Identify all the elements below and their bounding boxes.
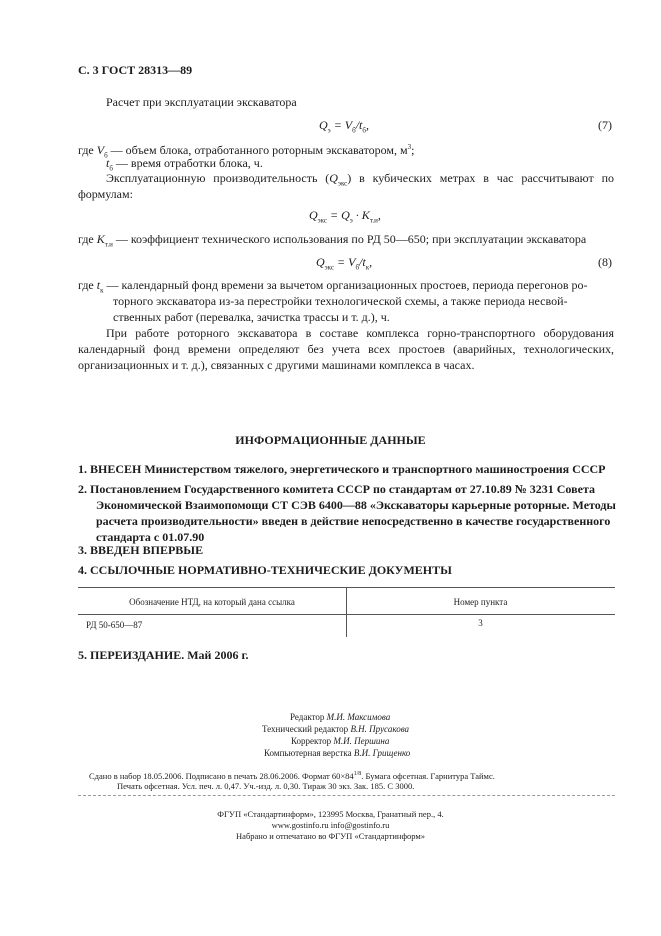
where-tb: $t_б$ — время отработки блока, ч. (106, 156, 263, 173)
credit-layout: Компьютерная верстка В.И. Грищенко (264, 748, 411, 758)
imprint-line-1: Сдано в набор 18.05.2006. Подписано в печать 28.06.2006. Формат $60\times 84^{1/8}$. Бумага офсетная. Гарнитура Таймс. (89, 770, 495, 781)
credit-tech-editor: Технический редактор В.Н. Прусакова (262, 724, 410, 734)
info-item-2-line-4: стандарта с 01.07.90 (96, 530, 205, 544)
para-line-3: организационных и т. д.), связанных с другими машинами комплекса в часах. (78, 358, 475, 372)
where-vb: где $V_б$ — объем блока, отработанного роторным экскаватором, $м^3$; (78, 143, 415, 160)
where-kti: где $K_{т.и}$ — коэффициент технического использования по РД 50—650; при эксплуатации экскаватора (78, 232, 587, 249)
publisher-line-1: ФГУП «Стандартинформ», 123995 Москва, Гранатный пер., 4. (217, 809, 444, 819)
prod-line-2: формулам: (78, 187, 133, 201)
equation-8: $Q_{экс} = V_б/t_к$, (316, 255, 373, 272)
table-cell-clause: 3 (478, 618, 483, 628)
equation-7-number: (7) (598, 118, 612, 132)
publisher-line-2: www.gostinfo.ru info@gostinfo.ru (271, 820, 390, 830)
equation-kti: $Q_{экс} = Q_э \cdot K_{т.и}$, (309, 208, 381, 225)
info-item-4: 4. ССЫЛОЧНЫЕ НОРМАТИВНО-ТЕХНИЧЕСКИЕ ДОКУМЕНТЫ (78, 563, 452, 577)
info-item-2-line-2: Экономической Взаимопомощи СТ СЭВ 6400—88 «Экскаваторы карьерные роторные. Методы (96, 498, 616, 512)
page-header: С. 3 ГОСТ 28313—89 (78, 63, 193, 77)
credit-corrector: Корректор М.И. Першина (291, 736, 390, 746)
info-item-2-line-1: 2. Постановлением Государственного комитета СССР по стандартам от 27.10.89 № 3231 Совета (78, 482, 595, 496)
equation-7: $Q_э = V_б/t_б$, (319, 118, 369, 135)
table-header-rule (78, 614, 615, 615)
calc-intro: Расчет при эксплуатации экскаватора (106, 95, 297, 109)
table-column-divider (346, 587, 347, 637)
credit-editor: Редактор М.И. Максимова (290, 712, 391, 722)
where-tk-line-2: торного экскаватора из-за перестройки технологической схемы, а также периода несвой- (113, 294, 568, 308)
publisher-line-3: Набрано и отпечатано во ФГУП «Стандартинформ» (236, 831, 425, 841)
table-cell-ntd: РД 50-650—87 (86, 620, 143, 630)
where-tk-line-1: где $t_к$ — календарный фонд времени за вычетом организационных простоев, периода перегонов ро- (78, 278, 588, 295)
equation-8-number: (8) (598, 255, 612, 269)
table-header-ntd: Обозначение НТД, на который дана ссылка (129, 597, 295, 607)
where-tk-line-3: ственных работ (перевалка, зачистка трассы и т. д.), ч. (113, 310, 390, 324)
para-line-1: При работе роторного экскаватора в составе комплекса горно-транспортного оборудования (106, 326, 614, 340)
para-line-2: календарный фонд времени определяют без учета всех простоев (аварийных, технологических, (78, 342, 614, 356)
info-item-1: 1. ВНЕСЕН Министерством тяжелого, энергетического и транспортного машиностроения СССР (78, 462, 606, 476)
info-item-5: 5. ПЕРЕИЗДАНИЕ. Май 2006 г. (78, 648, 249, 662)
imprint-line-2: Печать офсетная. Усл. печ. л. 0,47. Уч.-изд. л. 0,30. Тираж 30 экз. Зак. 185. С 3000. (117, 781, 415, 791)
prod-line-1: Эксплуатационную производительность $(Q_{экс})$ в кубических метрах в час рассчитывают по (106, 171, 614, 188)
info-title: ИНФОРМАЦИОННЫЕ ДАННЫЕ (235, 433, 426, 447)
info-item-2-line-3: расчета производительности» введен в действие непосредственно в качестве государственного (96, 514, 611, 528)
info-item-3: 3. ВВЕДЕН ВПЕРВЫЕ (78, 543, 204, 557)
table-header-clause: Номер пункта (453, 597, 508, 607)
imprint-divider (78, 795, 615, 796)
